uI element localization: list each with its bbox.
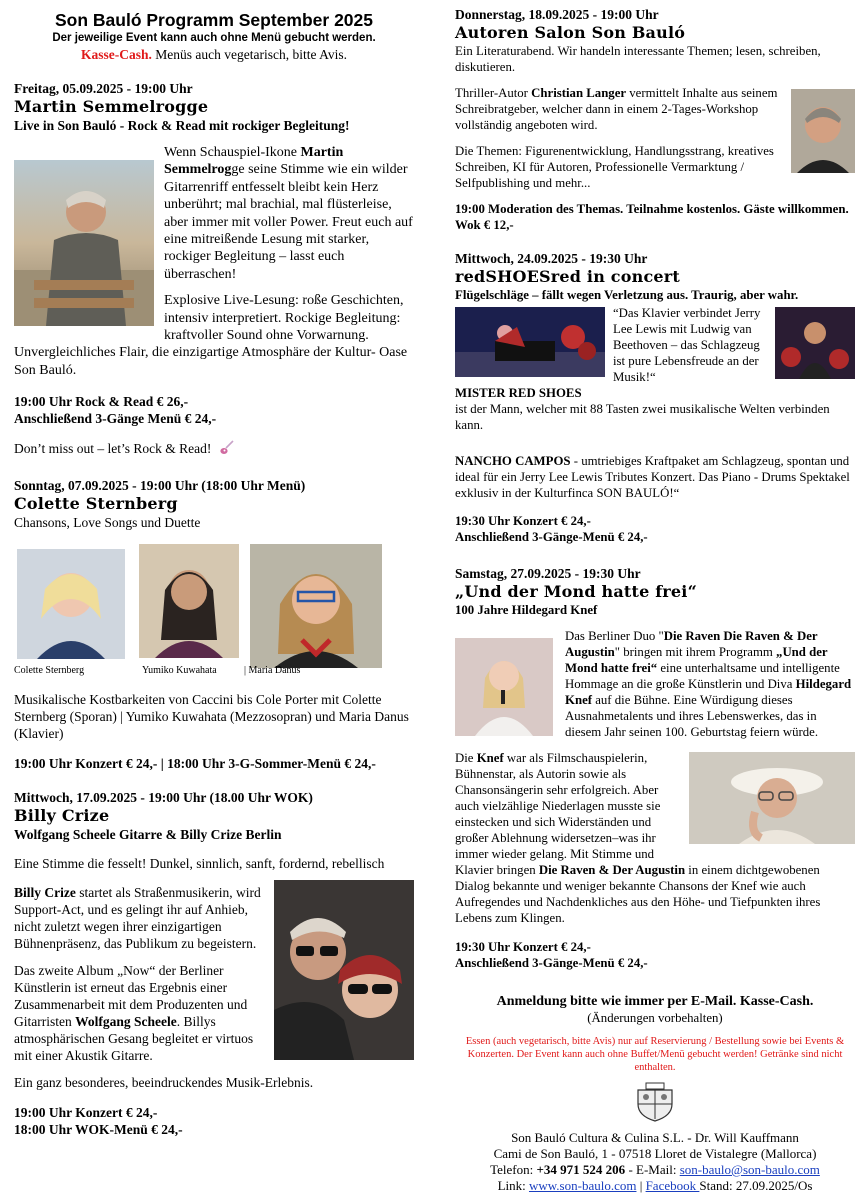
event-price-1: 19:30 Uhr Konzert € 24,- [455,940,591,954]
event-paragraph-2 [455,453,855,501]
p2-text-a: Thriller-Autor [455,86,532,100]
event-colette-sternberg [14,477,414,772]
event-quote: “Das Klavier verbindet Jerry Lee Lewis mit Ludwig van Beethoven – das Schlagzeug ist pure Lebensfreude an der Musik!“ [613,306,761,384]
event-date: Mittwoch, 17.09.2025 - 19:00 Uhr (18.00 Uhr WOK) [14,790,313,806]
header-subtitle: Der jeweilige Event kann auch ohne Menü gebucht werden. [52,32,376,44]
link-line [455,1178,855,1194]
p2-text: startet als Straßenmusikerin, wird Support-Act, und es gelingt ihr auf Anhieb, nicht zuletzt wegen ihrer einzigartigen Bühnenpräsenz, das Publikum zu begeistern. [14,885,261,952]
p2-a: Die [455,751,477,765]
event-price-1: 19:30 Uhr Konzert € 24,- [455,514,591,528]
event-paragraph-1: Ein Literaturabend. Wir handeln interessante Themen; lesen, schreiben, diskutieren. [455,44,821,74]
event-price-2: Anschließend 3-Gänge-Menü € 24,- [455,530,648,544]
event-closing [14,440,414,460]
event-redshoesred [455,250,855,545]
tel-label: Telefon: [490,1162,537,1177]
event-body [455,85,855,191]
event-price-2: 18:00 Uhr WOK-Menü € 24,- [14,1122,183,1138]
link-label: Link: [497,1178,529,1193]
event-date: Mittwoch, 24.09.2025 - 19:30 Uhr [455,251,648,266]
email-label: - E-Mail: [625,1162,680,1177]
knef-photo [689,752,855,844]
event-body [455,305,855,433]
event-paragraph-1: ist der Mann, welcher mit 88 Tasten zwei musikalische Welten verbinden kann. [455,402,830,432]
duo-name-2: Die Raven & Der Augustin [538,863,686,877]
martin-photo [14,160,154,326]
event-title: redSHOESred in concert [455,267,680,286]
concert-photo [455,307,605,377]
changes-note: (Änderungen vorbehalten) [587,1011,723,1025]
right-column [455,0,855,1194]
p1-e: eine unterhaltsame und intelligente Hommage an die große Künstlerin und Diva [565,661,840,691]
event-price-2: Anschließend 3-Gänge Menü € 24,- [14,411,217,427]
event-subtitle: 100 Jahre Hildegard Knef [455,603,598,617]
event-billy-crize [14,789,414,1138]
p2-e: in einem dichtgewobenen Dialog bekannte und weniger bekannte Chansons der Knef wie auch Aufregendes und Nachdenkliches aus den Höhe- und Tiefpunkten ihres Lebens zum Klingen. [455,863,821,925]
raven-photo [455,638,553,736]
event-body [14,884,414,1091]
event-title: Martin Semmelrogge [14,97,209,116]
email-link[interactable]: son-baulo@son-baulo.com [679,1162,820,1177]
event-body [455,628,855,926]
program-name: „Und der Mond hatte frei“ [565,645,828,675]
artist-photo-row [14,539,414,677]
registration-note: Anmeldung bitte wie immer per E-Mail. Kasse-Cash. [496,994,814,1009]
guitar-icon [219,440,235,460]
caption-yumiko: Yumiko Kuwahata [142,665,217,677]
p3-text-c: . Billys atmosphärischen Gesang begleitet er virtuos mit einer Akustik Gitarre. [14,1014,254,1064]
colette-photo [17,549,125,659]
footer [455,993,855,1194]
header-cash-line [14,46,414,63]
event-price: 19:00 Uhr Konzert € 24,- | 18:00 Uhr 3-G-Sommer-Menü € 24,- [14,756,376,772]
maria-photo [250,544,382,668]
caption-colette: Colette Sternberg [14,665,85,677]
event-paragraph-2: Explosive Live-Lesung: roße Geschichten, intensiv interpretiert. Rockige Begleitung: kraftvoller Sound ohne Vorwarnung. Unvergleichliches Flair, die einzigartige Atmosphäre der Kultur- Oase Son Bauló. [14,293,408,378]
artist-name: MISTER RED SHOES [455,386,582,400]
stand-date: Stand: 27.09.2025/Os [699,1178,813,1193]
artist-name: Billy Crize [14,885,76,901]
event-date: Samstag, 27.09.2025 - 19:30 Uhr [455,566,641,581]
event-subtitle: Live in Son Bauló - Rock & Read mit rockiger Begleitung! [14,118,350,133]
p1-name: Martin Semmelrog [164,145,344,178]
duo-name: Die Raven Die Raven & Der Augustin [565,629,818,659]
event-date: Donnerstag, 18.09.2025 - 19:00 Uhr [455,7,659,22]
separator: | [636,1178,646,1193]
knef-short: Knef [476,751,504,765]
contact-line [455,1162,855,1178]
event-body-2 [455,750,855,926]
martin-photo-image [14,160,154,326]
event-date: Sonntag, 07.09.2025 - 19:00 Uhr (18:00 Uhr Menü) [14,478,306,494]
event-paragraph-3: Die Themen: Figurenentwicklung, Handlungsstrang, kreatives Schreiben, KI für Autoren, Professionelle Vermarktung / Selfpublishing und mehr... [455,144,774,190]
p1-text-c: ge seine Stimme wie ein wilder Gitarrenriff entfesselt bleibt kein Herz unberührt; mal brachial, mal flüsterleise, aber immer mit voller Power. Freut euch auf eine mitreißende Lesung mit starker, rockiger Begleitung – lasst euch überraschen! [164,162,413,282]
website-link[interactable]: www.son-baulo.com [528,1178,637,1193]
p1-c: " bringen mit ihrem Programm [614,645,777,659]
crest-icon [634,1082,676,1122]
food-note: Essen (auch vegetarisch, bitte Avis) nur auf Reservierung / Bestellung sowie bei Events & Konzerten. Der Event kann auch ohne Buffet/Menü gebucht werden! Getränke sind nicht enthalten. [465,1036,845,1073]
event-und-der-mond [455,565,855,971]
yumiko-photo [139,544,239,658]
event-date: Freitag, 05.09.2025 - 19:00 Uhr [14,81,193,96]
event-subtitle: Flügelschläge – fällt wegen Verletzung aus. Traurig, aber wahr. [455,288,799,302]
p1-a: Das Berliner Duo " [565,629,664,643]
cash-label: Kasse-Cash. [81,47,152,62]
event-price-2: Anschließend 3-Gänge-Menü € 24,- [455,956,648,970]
menu-note: Menüs auch vegetarisch, bitte Avis. [151,47,347,62]
event-title: Autoren Salon Son Bauló [455,23,686,42]
tel-number: +34 971 524 206 [536,1162,626,1177]
event-subtitle: Chansons, Love Songs und Duette [14,515,201,531]
p2-text-c: vermittelt Inhalte aus seinem Schreibratgeber, welcher dann in einem 2-Tages-Workshop vollständig angeboten wird. [455,86,778,132]
event-paragraph-1: Eine Stimme die fesselt! Dunkel, sinnlich, sanft, fordernd, rebellisch [14,856,385,872]
event-martin-semmelrogge [14,80,414,460]
event-price-1: 19:00 Uhr Konzert € 24,- [14,1105,158,1121]
event-description [14,144,414,379]
facebook-link[interactable]: Facebook [645,1178,700,1193]
event-description: Musikalische Kostbarkeiten von Caccini bis Cole Porter mit Colette Sternberg (Sporan) | Yumiko Kuwahata (Mezzosopran) und Maria Danus (Klavier) [14,692,409,742]
event-price-1: 19:00 Uhr Rock & Read € 26,- [14,394,189,410]
producer-name: Wolfgang Scheele [75,1014,177,1030]
event-price: 19:00 Moderation des Themas. Teilnahme kostenlos. Gäste willkommen. Wok € 12,- [455,202,849,232]
p2-text: - umtriebiges Kraftpaket am Schlagzeug, spontan und ideal für ein Jerry Lee Lewis Tributes Konzert. Das Piano - Drums Spektakel exklusiv in der Kulturfinca SON BAULÓ!“ [455,454,850,500]
event-title: Colette Sternberg [14,494,178,514]
event-subtitle: Wolfgang Scheele Gitarre & Billy Crize Berlin [14,827,282,843]
p2-c: war als Filmschauspielerin, Bühnenstar, als Autorin sowie als Chansonsängerin sehr erfolgreich. Aber auch vielzählige Niederlagen musste sie einstecken und sich Widerständen und großer Ablehnung widersetzen–was ihr immer wieder gelang. Mit Stimme und Klavier bringen [455,751,661,877]
knef-name: Hildegard Knef [565,677,852,707]
company-line: Son Bauló Cultura & Culina S.L. - Dr. Will Kauffmann [511,1130,799,1145]
event-title: „Und der Mond hatte frei“ [455,582,697,601]
left-column [14,0,414,1138]
event-autoren-salon [455,6,855,233]
p1-text-a: Wenn Schauspiel-Ikone [164,145,301,160]
christian-langer-photo [791,89,855,173]
page-title: Son Bauló Programm September 2025 [54,10,374,30]
crest-logo [455,1082,855,1126]
p1-g: auf die Bühne. Eine Würdigung dieses Ausnahmetalents und ihres Lebenswerkes, das in diesem Jahr seinen 100. Geburtstag feiern würde. [565,693,819,739]
address-line: Cami de Son Bauló, 1 - 07518 Lloret de Vistalegre (Mallorca) [493,1146,817,1161]
billy-photo [274,880,414,1060]
closing-text: Don’t miss out – let’s Rock & Read! [14,441,212,457]
drummer-name: NANCHO CAMPOS [455,454,571,468]
event-title: Billy Crize [14,806,110,826]
p3-text-a: Das zweite Album „Now“ der Berliner Künstlerin ist erneut das Ergebnis einer Zusammenarbeit mit dem Produzenten und Gitarristen [14,963,248,1030]
caption-maria: | Maria Danus [244,665,301,677]
event-paragraph-4: Ein ganz besonderes, beeindruckendes Musik-Erlebnis. [14,1075,314,1091]
author-name: Christian Langer [531,86,627,100]
drummer-photo [775,307,855,379]
